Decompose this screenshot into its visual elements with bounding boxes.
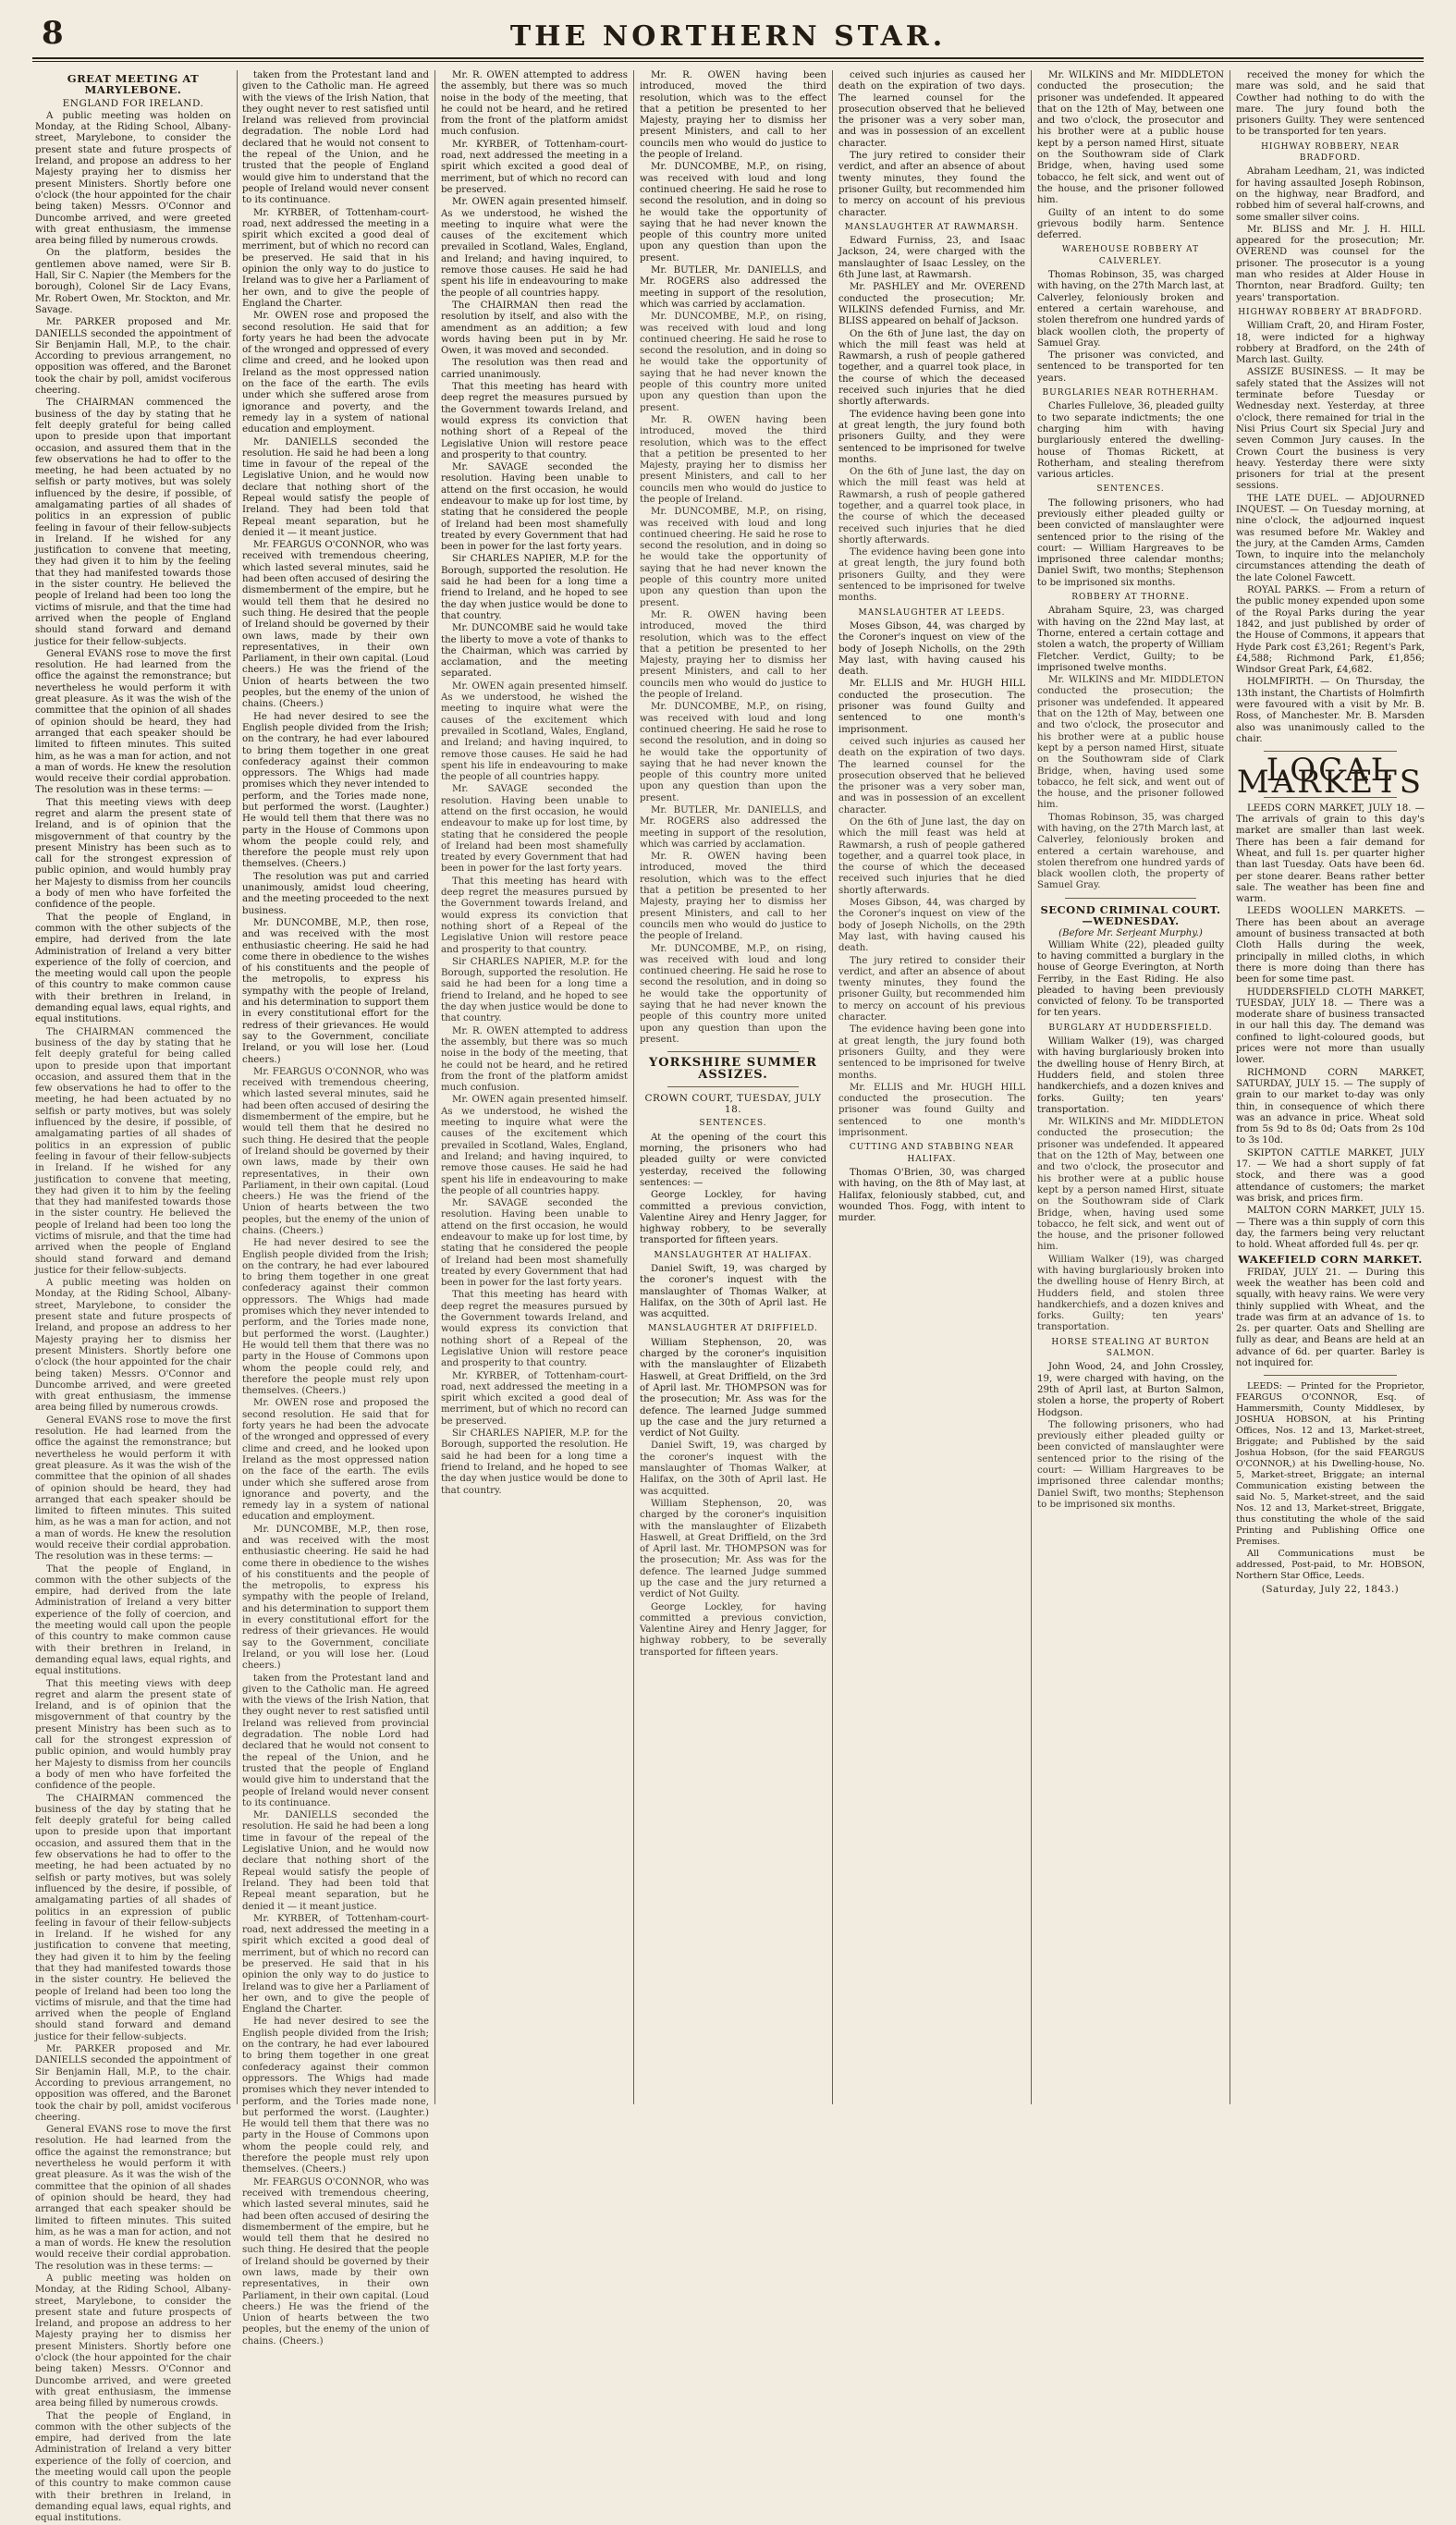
paragraph: SKIPTON CATTLE MARKET, JULY 17. — We had a short supply of fat stock, and there was a good attendance of customers; the market was brisk, and prices firm. — [1236, 1147, 1425, 1204]
paragraph: He had never desired to see the English people divided from the Irish; on the contrary, he had ever laboured to bring them together in one great confederacy against their common oppressors. The Whigs had made promises which they never intended to perform, and the Tories made none, but performed the worst. (Laughter.) He would tell them that there was no party in the House of Commons upon whom the people could rely, and therefore the people must rely upon themselves. (Cheers.) — [242, 711, 429, 870]
paragraph: Mr. FEARGUS O'CONNOR, who was received with tremendous cheering, which lasted several minutes, said he had been often accused of desiring the dismemberment of the empire, but he would tell them that he desired no such thing. He desired that the people of Ireland should be governed by their own laws, made by their own representatives, in their own Parliament, in their own capital. (Loud cheers.) He was the friend of the Union of hearts between the two peoples, but the enemy of the union of chains. (Cheers.) — [242, 1066, 429, 1236]
paragraph: That this meeting views with deep regret and alarm the present state of Ireland, and is of opinion that the misgovernment of that country by the present Ministry has been such as to call for the strongest expression of public opinion, and would humbly pray her Majesty to dismiss from her councils a body of men who have forfeited the confidence of the people. — [35, 1678, 231, 1792]
paragraph: Mr. PARKER proposed and Mr. DANIELLS seconded the appointment of Sir Benjamin Hall, M.P., to the chair. According to previous arrangement, no opposition was offered, and the Baronet took the chair by poll, amidst vociferous cheering. — [35, 2044, 231, 2123]
paragraph: Mr. DUNCOMBE, M.P., on rising, was received with loud and long continued cheering. He said he rose to second the resolution, and in doing so he would take the opportunity of saying that he had never known the people of this country more united upon any question than upon the present. — [640, 943, 826, 1045]
section-heading: ROBBERY AT THORNE. — [1071, 593, 1190, 603]
paragraph: General EVANS rose to move the first resolution. He had learned from the office the against the remonstrance; but nevertheless he would perform it with great pleasure. As it was the wish of the committee that the opinion of all shades of opinion should be heard, they had arranged that each speaker should be limited to fifteen minutes. This suited him, as he was a man for action, and not a man of words. He knew the resolution would receive their cordial approbation. The resolution was in these terms: — — [35, 1415, 231, 1563]
paragraph: Edward Furniss, 23, and Isaac Jackson, 24, were charged with the manslaughter of Isaac Lessley, on the 6th June last, at Rawmarsh. — [838, 236, 1025, 281]
paragraph: The resolution was put and carried unanimously, amidst loud cheering, and the meeting proceeded to the next business. — [242, 871, 429, 916]
paragraph: Thomas Robinson, 35, was charged with having, on the 27th March last, at Calverley, feloniously broken and entered a certain warehouse, and stolen therefrom one hundred yards of black woollen cloth, the property of Samuel Gray. — [1037, 812, 1224, 891]
column-divider — [237, 70, 238, 2104]
column-3 — [441, 70, 628, 2104]
paragraph: Mr. R. OWEN having been introduced, moved the third resolution, which was to the effect that a petition be presented to her Majesty, praying her to dismiss her present Ministers, and call to her councils men who would do justice to the people of Ireland. — [640, 609, 826, 701]
section-heading: BURGLARIES NEAR ROTHERHAM. — [1042, 388, 1219, 398]
paragraph: The evidence having been gone into at great length, the jury found both prisoners Guilty, and they were sentenced to be imprisoned for twelve months. — [838, 1024, 1025, 1081]
paragraph: Mr. R. OWEN attempted to address the assembly, but there was so much noise in the body of the meeting, that he could not be heard, and he retired from the front of the platform amidst much confusion. — [441, 70, 628, 138]
paragraph: The CHAIRMAN commenced the business of the day by stating that he felt deeply grateful for being called upon to preside upon that important occasion, and assured them that in the few observations he had to offer to the meeting, he had been actuated by no selfish or party motives, but was solely influenced by the desire, if possible, of amalgamating parties of all shades of politics in an expression of public feeling in favour of their fellow-subjects in Ireland. If he wished for any justification to convene that meeting, they had given it to him by the feeling that they had manifested towards those in the sister country. He believed the people of Ireland had been too long the victims of misrule, and that the time had arrived when the people of England should stand forward and demand justice for their fellow-subjects. — [35, 398, 231, 647]
paragraph: He had never desired to see the English people divided from the Irish; on the contrary, he had ever laboured to bring them together in one great confederacy against their common oppressors. The Whigs had made promises which they never intended to perform, and the Tories made none, but performed the worst. (Laughter.) He would tell them that there was no party in the House of Commons upon whom the people could rely, and therefore the people must rely upon themselves. (Cheers.) — [242, 2016, 429, 2176]
paragraph: General EVANS rose to move the first resolution. He had learned from the office the against the remonstrance; but nevertheless he would perform it with great pleasure. As it was the wish of the committee that the opinion of all shades of opinion should be heard, they had arranged that each speaker should be limited to fifteen minutes. This suited him, as he was a man for action, and not a man of words. He knew the resolution would receive their cordial approbation. The resolution was in these terms: — — [35, 648, 231, 796]
paragraph: Mr. KYRBER, of Tottenham-court-road, next addressed the meeting in a spirit which excited a good deal of merriment, but of which no record can be preserved. — [441, 139, 628, 195]
paragraph: received the money for which the mare was sold, and he said that Cowther had nothing to do with the mare. The jury found both the prisoners Guilty. They were sentenced to be transported for ten years. — [1236, 70, 1425, 138]
local-markets-heading: LOCAL MARKETS — [1236, 752, 1425, 801]
paragraph: On the 6th of June last, the day on which the mill feast was held at Rawmarsh, a rush of people gathered together, and a quarrel took place, in the course of which the deceased received such injuries that he died shortly afterwards. — [838, 817, 1025, 896]
paragraph: Mr. R. OWEN having been introduced, moved the third resolution, which was to the effect that a petition be presented to her Majesty, praying her to dismiss her present Ministers, and call to her councils men who would do justice to the people of Ireland. — [640, 414, 826, 505]
section-heading: HIGHWAY ROBBERY, NEAR BRADFORD. — [1261, 141, 1400, 164]
page-number: 8 — [42, 15, 64, 52]
paragraph: The following prisoners, who had previously either pleaded guilty or been convicted of manslaughter were sentenced prior to the rising of the court: — William Hargreaves to be imprisoned three calendar months; Daniel Swift, two months; Stephenson to be imprisoned six months. — [1037, 497, 1224, 588]
section-heading: CUTTING AND STABBING NEAR HALIFAX. — [849, 1143, 1015, 1164]
paragraph: On the 6th of June last, the day on which the mill feast was held at Rawmarsh, a rush of people gathered together, and a quarrel took place, in the course of which the deceased received such injuries that he died shortly afterwards. — [838, 328, 1025, 408]
column-4 — [640, 70, 826, 2104]
paragraph: Mr. KYRBER, of Tottenham-court-road, next addressed the meeting in a spirit which excited a good deal of merriment, but of which no record can be preserved. He said that in his opinion the only way to do justice to Ireland was to give her a Parliament of her own, and to give the people of England the Charter. — [242, 1913, 429, 2016]
section-heading: MANSLAUGHTER AT HALIFAX. — [654, 1250, 813, 1260]
paragraph: Mr. R. OWEN having been introduced, moved the third resolution, which was to the effect that a petition be presented to her Majesty, praying her to dismiss her present Ministers, and call to her councils men who would do justice to the people of Ireland. — [640, 70, 826, 161]
paragraph: That the people of England, in common with the other subjects of the empire, had derived from the late Administration of Ireland a very bitter experience of the folly of coercion, and the meeting would call upon the people of this country to make common cause with their brethren in Ireland, in demanding equal laws, equal rights, and equal institutions. — [35, 912, 231, 1025]
paragraph: Mr. OWEN again presented himself. As we understood, he wished the meeting to inquire what were the causes of the excitement which prevailed in Scotland, Wales, England, and Ireland; and having inquired, to remove those causes. He said he had spent his life in endeavouring to make the people of all countries happy. — [441, 197, 628, 299]
masthead-title: THE NORTHERN STAR. — [509, 20, 947, 53]
section-heading: MANSLAUGHTER AT LEEDS. — [858, 607, 1006, 618]
paragraph: Moses Gibson, 44, was charged by the Coroner's inquest on view of the body of Joseph Nicholls, on the 29th May last, with having caused his death. — [838, 620, 1025, 678]
paragraph: Mr. DUNCOMBE, M.P., on rising, was received with loud and long continued cheering. He said he rose to second the resolution, and in doing so he would take the opportunity of saying that he had never known the people of this country more united upon any question than upon the present. — [640, 312, 826, 413]
paragraph: The following prisoners, who had previously either pleaded guilty or been convicted of manslaughter were sentenced prior to the rising of the court: — William Hargreaves to be imprisoned three calendar months; Daniel Swift, two months; Stephenson to be imprisoned six months. — [1037, 1419, 1224, 1510]
paragraph: William Walker (19), was charged with having burglariously broken into the dwelling house of Henry Birch, at Hudders field, and stolen three handkerchiefs, and a dozen knives and forks. Guilty; ten years' transportation. — [1037, 1254, 1224, 1333]
section-heading: WAREHOUSE ROBBERY AT CALVERLEY. — [1061, 245, 1200, 266]
paragraph: ROYAL PARKS. — From a return of the public money expended upon some of the Royal Parks during the year 1842, and just published by order of the House of Commons, it appears that Hyde Park cost £3,261; Regent's Park, £4,588; Richmond Park, £1,856; Windsor Great Park, £4,682. — [1236, 585, 1425, 676]
paragraph: Mr. DANIELLS seconded the resolution. He said he had been a long time in favour of the repeal of the Legislative Union, and he would now declare that nothing short of the Repeal would satisfy the people of Ireland. They had been told that Repeal meant separation, but he denied it — it meant justice. — [242, 436, 429, 538]
paragraph: Moses Gibson, 44, was charged by the Coroner's inquest on view of the body of Joseph Nicholls, on the 29th May last, with having caused his death. — [838, 898, 1025, 954]
section-heading: MANSLAUGHTER AT DRIFFIELD. — [648, 1324, 818, 1334]
paragraph: William Craft, 20, and Hiram Foster, 18, were indicted for a highway robbery at Bradford, on the 24th of March last. Guilty. — [1236, 321, 1425, 366]
paragraph: The resolution was then read and carried unanimously. — [441, 358, 628, 380]
paragraph: taken from the Protestant land and given to the Catholic man. He agreed with the views of the Irish Nation, that they ought never to rest satisfied until Ireland was relieved from provincial degradation. The noble Lord had declared that he would not consent to the repeal of the Union, and he trusted that the people of England would give him to understand that the people of Ireland would never consent to its continuance. — [242, 1673, 429, 1808]
issue-date: (Saturday, July 22, 1843.) — [1261, 1584, 1400, 1596]
paragraph: Mr. DUNCOMBE, M.P., on rising, was received with loud and long continued cheering. He said he rose to second the resolution, and in doing so he would take the opportunity of saying that he had never known the people of this country more united upon any question than upon the present. — [640, 702, 826, 803]
section-heading: BURGLARY AT HUDDERSFIELD. — [1048, 1023, 1213, 1033]
paragraph: ceived such injuries as caused her death on the expiration of two days. The learned counsel for the prosecution observed that he believed the prisoner was a very sober man, and was in possession of an excellent character. — [838, 70, 1025, 149]
paragraph: General EVANS rose to move the first resolution. He had learned from the office the against the remonstrance; but nevertheless he would perform it with great pleasure. As it was the wish of the committee that the opinion of all shades of opinion should be heard, they had arranged that each speaker should be limited to fifteen minutes. This suited him, as he was a man for action, and not a man of words. He knew the resolution would receive their cordial approbation. The resolution was in these terms: — — [35, 2125, 231, 2272]
column-divider — [1031, 70, 1032, 2104]
paragraph: A public meeting was holden on Monday, at the Riding School, Albany-street, Marylebone, to consider the present state and future prospects of Ireland, and propose an address to her Majesty praying her to dismiss her present Ministers. Shortly before one o'clock (the hour appointed for the chair being taken) Messrs. O'Connor and Duncombe arrived, and were greeted with great enthusiasm, the immense area being filled by numerous crowds. — [35, 2274, 231, 2409]
paragraph: That this meeting views with deep regret and alarm the present state of Ireland, and is of opinion that the misgovernment of that country by the present Ministry has been such as to call for the strongest expression of public opinion, and would humbly pray her Majesty to dismiss from her councils a body of men who have forfeited the confidence of the people. — [35, 797, 231, 911]
paragraph: That the people of England, in common with the other subjects of the empire, had derived from the late Administration of Ireland a very bitter experience of the folly of coercion, and the meeting would call upon the people of this country to make common cause with their brethren in Ireland, in demanding equal laws, equal rights, and equal institutions. — [35, 1563, 231, 1677]
paragraph: Mr. DUNCOMBE said he would take the liberty to move a vote of thanks to the Chairman, which was carried by acclamation, and the meeting separated. — [441, 623, 628, 680]
paragraph: Abraham Squire, 23, was charged with having on the 22nd May last, at Thorne, entered a certain cottage and stolen a watch, the property of William Fletcher. Verdict, Guilty; to be imprisoned twelve months. — [1037, 606, 1224, 673]
paragraph: The jury retired to consider their verdict, and after an absence of about twenty minutes, they found the prisoner Guilty, but recommended him to mercy on account of his previous character. — [838, 955, 1025, 1023]
paragraph: MALTON CORN MARKET, JULY 15. — There was a thin supply of corn this day, the farmers being very reluctant to hold. Wheat afforded full 4s. per qr. — [1236, 1206, 1425, 1251]
paragraph: On the 6th of June last, the day on which the mill feast was held at Rawmarsh, a rush of people gathered together, and a quarrel took place, in the course of which the deceased received such injuries that he died shortly afterwards. — [838, 467, 1025, 545]
divider — [667, 1086, 799, 1087]
section-heading: SENTENCES. — [1096, 484, 1165, 495]
column-divider — [832, 70, 833, 2104]
paragraph: Mr. FEARGUS O'CONNOR, who was received with tremendous cheering, which lasted several minutes, said he had been often accused of desiring the dismemberment of the empire, but he would tell them that he desired no such thing. He desired that the people of Ireland should be governed by their own laws, made by their own representatives, in their own Parliament, in their own capital. (Loud cheers.) He was the friend of the Union of hearts between the two peoples, but the enemy of the union of chains. (Cheers.) — [242, 540, 429, 710]
paragraph: Mr. WILKINS and Mr. MIDDLETON conducted the prosecution; the prisoner was undefended. It appeared that on the 12th of May, between one and two o'clock, the prosecutor and his brother were at a public house kept by a person named Hirst, situate on the Southowram side of Clark Bridge, when, having used some tobacco, he felt sick, and went out of the house, and the prisoner followed him. — [1037, 1117, 1224, 1253]
article-heading: SECOND CRIMINAL COURT.—WEDNESDAY. — [1040, 902, 1221, 928]
court-heading: CROWN COURT, TUESDAY, JULY 18. — [644, 1092, 822, 1116]
paragraph: Mr. FEARGUS O'CONNOR, who was received with tremendous cheering, which lasted several minutes, said he had been often accused of desiring the dismemberment of the empire, but he would tell them that he desired no such thing. He desired that the people of Ireland should be governed by their own laws, made by their own representatives, in their own Parliament, in their own capital. (Loud cheers.) He was the friend of the Union of hearts between the two peoples, but the enemy of the union of chains. (Cheers.) — [242, 2176, 429, 2347]
paragraph: Mr. SAVAGE seconded the resolution. Having been unable to attend on the first occasion, he would endeavour to make up for lost time, by stating that he considered the people of Ireland had been most shamefully treated by every Government that had been in power for the last forty years. — [441, 1198, 628, 1289]
section-heading: MANSLAUGHTER AT RAWMARSH. — [844, 222, 1020, 232]
article-heading: YORKSHIRE SUMMER ASSIZES. — [649, 1056, 817, 1082]
paragraph: Mr. R. OWEN attempted to address the assembly, but there was so much noise in the body of the meeting, that he could not be heard, and he retired from the front of the platform amidst much confusion. — [441, 1025, 628, 1094]
paragraph: The jury retired to consider their verdict, and after an absence of about twenty minutes, they found the prisoner Guilty, but recommended him to mercy on account of his previous character. — [838, 151, 1025, 218]
paragraph: Mr. OWEN again presented himself. As we understood, he wished the meeting to inquire what were the causes of the excitement which prevailed in Scotland, Wales, England, and Ireland; and having inquired, to remove those causes. He said he had spent his life in endeavouring to make the people of all countries happy. — [441, 680, 628, 783]
paragraph: The prisoner was convicted, and sentenced to be transported for ten years. — [1037, 350, 1224, 384]
paragraph: That this meeting has heard with deep regret the measures pursued by the Government towards Ireland, and would express its conviction that nothing short of a Repeal of the Legislative Union will restore peace and prosperity to that country. — [441, 1290, 628, 1369]
paragraph: Thomas O'Brien, 30, was charged with having, on the 8th of May last, at Halifax, feloniously stabbed, cut, and wounded Thos. Fogg, with intent to murder. — [838, 1167, 1025, 1224]
paragraph: Mr. KYRBER, of Tottenham-court-road, next addressed the meeting in a spirit which excited a good deal of merriment, but of which no record can be preserved. — [441, 1370, 628, 1427]
paragraph: Sir CHARLES NAPIER, M.P. for the Borough, supported the resolution. He said he had been for a long time a friend to Ireland, and he hoped to see the day when justice would be done to that country. — [441, 554, 628, 621]
paragraph: Mr. BUTLER, Mr. DANIELLS, and Mr. ROGERS also addressed the meeting in support of the resolution, which was carried by acclamation. — [640, 265, 826, 310]
paragraph: William Walker (19), was charged with having burglariously broken into the dwelling house of Henry Birch, at Hudders field, and stolen three handkerchiefs, and a dozen knives and forks. Guilty; ten years' transportation. — [1037, 1036, 1224, 1115]
column-5 — [838, 70, 1025, 2104]
paragraph: That this meeting has heard with deep regret the measures pursued by the Government towards Ireland, and would express its conviction that nothing short of a Repeal of the Legislative Union will restore peace and prosperity to that country. — [441, 876, 628, 955]
paragraph: Daniel Swift, 19, was charged by the coroner's inquest with the manslaughter of Thomas Walker, at Halifax, on the 30th of April last. He was acquitted. — [640, 1263, 826, 1320]
paragraph: HUDDERSFIELD CLOTH MARKET, TUESDAY, JULY 18. — There was a moderate share of business transacted in our hall this day. The demand was confined to light-coloured goods, but prices were not more than usually lower. — [1236, 987, 1425, 1066]
column-6 — [1037, 70, 1224, 2104]
paragraph: Mr. ELLIS and Mr. HUGH HILL conducted the prosecution. The prisoner was found Guilty and sentenced to one month's imprisonment. — [838, 679, 1025, 735]
section-heading: HIGHWAY ROBBERY AT BRADFORD. — [1238, 307, 1423, 317]
paragraph: George Lockley, for having committed a previous conviction, Valentine Airey and Henry Jagger, for highway robbery, to be severally transported for fifteen years. — [640, 1190, 826, 1246]
divider — [667, 1051, 799, 1052]
paragraph: Mr. R. OWEN having been introduced, moved the third resolution, which was to the effect that a petition be presented to her Majesty, praying her to dismiss her present Ministers, and call to her councils men who would do justice to the people of Ireland. — [640, 852, 826, 942]
paragraph: Mr. SAVAGE seconded the resolution. Having been unable to attend on the first occasion, he would endeavour to make up for lost time, by stating that he considered the people of Ireland had been most shamefully treated by every Government that had been in power for the last forty years. — [441, 784, 628, 875]
article-heading: WAKEFIELD CORN MARKET. — [1238, 1253, 1423, 1267]
paragraph: The evidence having been gone into at great length, the jury found both prisoners Guilty, and they were sentenced to be imprisoned for twelve months. — [838, 409, 1025, 465]
paragraph: On the platform, besides the gentlemen above named, were Sir B. Hall, Sir C. Napier (the Members for the borough), Colonel Sir de Lacy Evans, Mr. Robert Owen, Mr. Stockton, and Mr. Savage. — [35, 248, 231, 315]
paragraph: Mr. DUNCOMBE, M.P., then rose, and was received with the most enthusiastic cheering. He said he had come there in obedience to the wishes of his constituents and the people of the metropolis, to express his sympathy with the people of Ireland, and his determination to support them in every constitutional effort for the redress of their grievances. He would say to the Government, conciliate Ireland, or you will lose her. (Loud cheers.) — [242, 917, 429, 1065]
imprint-contact: All Communications must be addressed, Post-paid, to Mr. HOBSON, Northern Star Office, Leeds. — [1236, 1549, 1425, 1582]
paragraph: Thomas Robinson, 35, was charged with having, on the 27th March last, at Calverley, feloniously broken and entered a certain warehouse, and stolen therefrom one hundred yards of black woollen cloth, the property of Samuel Gray. — [1037, 270, 1224, 349]
paragraph: Mr. DUNCOMBE, M.P., on rising, was received with loud and long continued cheering. He said he rose to second the resolution, and in doing so he would take the opportunity of saying that he had never known the people of this country more united upon any question than upon the present. — [640, 507, 826, 608]
paragraph: A public meeting was holden on Monday, at the Riding School, Albany-street, Marylebone, to consider the present state and future prospects of Ireland, and propose an address to her Majesty praying her to dismiss her present Ministers. Shortly before one o'clock (the hour appointed for the chair being taken) Messrs. O'Connor and Duncombe arrived, and were greeted with great enthusiasm, the immense area being filled by numerous crowds. — [35, 110, 231, 247]
article-heading: GREAT MEETING AT MARYLEBONE. — [67, 72, 200, 97]
paragraph: Mr. OWEN again presented himself. As we understood, he wished the meeting to inquire what were the causes of the excitement which prevailed in Scotland, Wales, England, and Ireland; and having inquired, to remove those causes. He said he had spent his life in endeavouring to make the people of all countries happy. — [441, 1095, 628, 1196]
paragraph: Sir CHARLES NAPIER, M.P. for the Borough, supported the resolution. He said he had been for a long time a friend to Ireland, and he hoped to see the day when justice would be done to that country. — [441, 1428, 628, 1496]
divider — [1065, 898, 1196, 899]
article-subheading: ENGLAND FOR IRELAND. — [62, 97, 204, 109]
paragraph: Mr. ELLIS and Mr. HUGH HILL conducted the prosecution. The prisoner was found Guilty and sentenced to one month's imprisonment. — [838, 1082, 1025, 1139]
paragraph: LEEDS CORN MARKET, JULY 18. — The arrivals of grain to this day's market are smaller than last week. There has been a fair demand for Wheat, and full 1s. per quarter higher than last Tuesday. Oats have been 6d. per stone dearer. Beans rather better sale. The weather has been fine and warm. — [1236, 803, 1425, 905]
paragraph: The evidence having been gone into at great length, the jury found both prisoners Guilty, and they were sentenced to be imprisoned for twelve months. — [838, 547, 1025, 604]
paragraph: William Stephenson, 20, was charged by the coroner's inquisition with the manslaughter of Elizabeth Haswell, at Great Driffield, on the 3rd of April last. Mr. THOMPSON was for the prosecution; Mr. Ass was for the defence. The learned Judge summed up the case and the jury returned a verdict of Not Guilty. — [640, 1337, 826, 1440]
paragraph: John Wood, 24, and John Crossley, 19, were charged with having, on the 29th of April last, at Burton Salmon, stolen a horse, the property of Robert Hodgson. — [1037, 1362, 1224, 1418]
paragraph: Mr. OWEN rose and proposed the second resolution. He said that for forty years he had been the advocate of the wronged and oppressed of every clime and creed, and he looked upon Ireland as the most oppressed nation on the face of the earth. The evils under which she suffered arose from ignorance and poverty, and the remedy lay in a system of national education and employment. — [242, 1398, 429, 1523]
header-rule-thin — [32, 61, 1424, 62]
paragraph: Mr. WILKINS and Mr. MIDDLETON conducted the prosecution; the prisoner was undefended. It appeared that on the 12th of May, between one and two o'clock, the prosecutor and his brother were at a public house kept by a person named Hirst, situate on the Southowram side of Clark Bridge, when, having used some tobacco, he felt sick, and went out of the house, and the prisoner followed him. — [1037, 70, 1224, 206]
paragraph: HOLMFIRTH. — On Thursday, the 13th instant, the Chartists of Holmfirth were favoured with a visit by Mr. B. Ross, of Manchester. Mr. B. Marsden also was unanimously called to the chair. — [1236, 677, 1425, 744]
header-rule — [32, 57, 1424, 59]
paragraph: Guilty of an intent to do some grievous bodily harm. Sentence deferred. — [1037, 207, 1224, 241]
paragraph: Mr. SAVAGE seconded the resolution. Having been unable to attend on the first occasion, he would endeavour to make up for lost time, by stating that he considered the people of Ireland had been most shamefully treated by every Government that had been in power for the last forty years. — [441, 462, 628, 553]
paragraph: Mr. OWEN rose and proposed the second resolution. He said that for forty years he had been the advocate of the wronged and oppressed of every clime and creed, and he looked upon Ireland as the most oppressed nation on the face of the earth. The evils under which she suffered arose from ignorance and poverty, and the remedy lay in a system of national education and employment. — [242, 311, 429, 435]
paragraph: Mr. DANIELLS seconded the resolution. He said he had been a long time in favour of the repeal of the Legislative Union, and he would now declare that nothing short of the Repeal would satisfy the people of Ireland. They had been told that Repeal meant separation, but he denied it — it meant justice. — [242, 1810, 429, 1912]
paragraph: Mr. BLISS and Mr. J. H. HILL appeared for the prosecution; Mr. OVEREND was counsel for the prisoner. The prosecutor is a young man who resides at Alder House in Thornton, near Bradford. Guilty; ten years' transportation. — [1236, 224, 1425, 303]
paragraph: FRIDAY, JULY 21. — During this week the weather has been cold and squally, with heavy rains. We were very thinly supplied with Wheat, and the trade was firm at an advance of 1s. to 2s. per quarter. Oats and Shelling are fully as dear, and Beans are held at an advance of 6d. per quarter. Barley is not inquired for. — [1236, 1267, 1425, 1369]
paragraph: Sir CHARLES NAPIER, M.P. for the Borough, supported the resolution. He said he had been for a long time a friend to Ireland, and he hoped to see the day when justice would be done to that country. — [441, 956, 628, 1024]
paragraph: RICHMOND CORN MARKET, SATURDAY, JULY 15. — The supply of grain to our market to-day was only thin, in consequence of which there was an advance in price. Wheat sold from 5s 9d to 8s 0d; Oats from 2s 10d to 3s 10d. — [1236, 1067, 1425, 1146]
paragraph: At the opening of the court this morning, the prisoners who had pleaded guilty or were convicted yesterday, received the following sentences: — — [640, 1132, 826, 1188]
column-1 — [35, 70, 231, 2524]
paragraph: ceived such injuries as caused her death on the expiration of two days. The learned counsel for the prosecution observed that he believed the prisoner was a very sober man, and was in possession of an excellent character. — [838, 736, 1025, 815]
paragraph: Mr. PARKER proposed and Mr. DANIELLS seconded the appointment of Sir Benjamin Hall, M.P., to the chair. According to previous arrangement, no opposition was offered, and the Baronet took the chair by poll, amidst vociferous cheering. — [35, 317, 231, 397]
paragraph: The CHAIRMAN commenced the business of the day by stating that he felt deeply grateful for being called upon to preside upon that important occasion, and assured them that in the few observations he had to offer to the meeting, he had been actuated by no selfish or party motives, but was solely influenced by the desire, if possible, of amalgamating parties of all shades of politics in an expression of public feeling in favour of their fellow-subjects in Ireland. If he wished for any justification to convene that meeting, they had given it to him by the feeling that they had manifested towards those in the sister country. He believed the people of Ireland had been too long the victims of misrule, and that the time had arrived when the people of England should stand forward and demand justice for their fellow-subjects. — [35, 1026, 231, 1276]
column-2 — [242, 70, 429, 2347]
paragraph: Charles Fullelove, 36, pleaded guilty to two separate indictments; the one charging him with having burglariously entered the dwelling-house of Thomas Rickett, at Rotherham, and stealing therefrom various articles. — [1037, 401, 1224, 481]
paragraph: Abraham Leedham, 21, was indicted for having assaulted Joseph Robinson, on the highway, near Bradford, and robbed him of several half-crowns, and some smaller silver coins. — [1236, 166, 1425, 223]
paragraph: Mr. DUNCOMBE, M.P., on rising, was received with loud and long continued cheering. He said he rose to second the resolution, and in doing so he would take the opportunity of saying that he had never known the people of this country more united upon any question than upon the present. — [640, 162, 826, 264]
paragraph: Mr. WILKINS and Mr. MIDDLETON conducted the prosecution; the prisoner was undefended. It appeared that on the 12th of May, between one and two o'clock, the prosecutor and his brother were at a public house kept by a person named Hirst, situate on the Southowram side of Clark Bridge, when, having used some tobacco, he felt sick, and went out of the house, and the prisoner followed him. — [1037, 675, 1224, 811]
paragraph: That the people of England, in common with the other subjects of the empire, had derived from the late Administration of Ireland a very bitter experience of the folly of coercion, and the meeting would call upon the people of this country to make common cause with their brethren in Ireland, in demanding equal laws, equal rights, and equal institutions. — [35, 2410, 231, 2524]
paragraph: ASSIZE BUSINESS. — It may be safely stated that the Assizes will not terminate before Tuesday or Wednesday next. Yesterday, at three o'clock, there remained for trial in the Nisi Prius Court six Special Jury and seven Common Jury causes. In the Crown Court the business is very heavy. Yesterday there were sixty prisoners for trial at the present sessions. — [1236, 367, 1425, 492]
paragraph: THE LATE DUEL. — ADJOURNED INQUEST. — On Tuesday morning, at nine o'clock, the adjourned inquest was resumed before Mr. Wakley and the jury, at the Camden Arms, Camden Town, to inquire into the melancholy circumstances attending the death of the late Colonel Fawcett. — [1236, 493, 1425, 583]
paragraph: Daniel Swift, 19, was charged by the coroner's inquest with the manslaughter of Thomas Walker, at Halifax, on the 30th of April last. He was acquitted. — [640, 1440, 826, 1497]
judge-line: (Before Mr. Serjeant Murphy.) — [1058, 928, 1203, 939]
column-divider — [633, 70, 634, 2104]
paragraph: The CHAIRMAN then read the resolution by itself, and also with the amendment as an addition; a few words having been put in by Mr. Owen, it was moved and seconded. — [441, 300, 628, 357]
divider — [1264, 1375, 1397, 1376]
column-divider — [434, 70, 435, 2104]
paragraph: Mr. KYRBER, of Tottenham-court-road, next addressed the meeting in a spirit which excited a good deal of merriment, but of which no record can be preserved. He said that in his opinion the only way to do justice to Ireland was to give her a Parliament of her own, and to give the people of England the Charter. — [242, 207, 429, 309]
paragraph: A public meeting was holden on Monday, at the Riding School, Albany-street, Marylebone, to consider the present state and future prospects of Ireland, and propose an address to her Majesty praying her to dismiss her present Ministers. Shortly before one o'clock (the hour appointed for the chair being taken) Messrs. O'Connor and Duncombe arrived, and were greeted with great enthusiasm, the immense area being filled by numerous crowds. — [35, 1278, 231, 1414]
paragraph: William Stephenson, 20, was charged by the coroner's inquisition with the manslaughter of Elizabeth Haswell, at Great Driffield, on the 3rd of April last. Mr. THOMPSON was for the prosecution; Mr. Ass was for the defence. The learned Judge summed up the case and the jury returned a verdict of Not Guilty. — [640, 1498, 826, 1600]
paragraph: That this meeting has heard with deep regret the measures pursued by the Government towards Ireland, and would express its conviction that nothing short of a Repeal of the Legislative Union will restore peace and prosperity to that country. — [441, 382, 628, 460]
paragraph: George Lockley, for having committed a previous conviction, Valentine Airey and Henry Jagger, for highway robbery, to be severally transported for fifteen years. — [640, 1601, 826, 1658]
paragraph: LEEDS WOOLLEN MARKETS. — There has been about an average amount of business transacted at both Cloth Halls during the week, principally in milled cloths, in which there is more doing than there has been for some time past. — [1236, 906, 1425, 986]
section-heading: SENTENCES. — [699, 1119, 767, 1129]
imprint: LEEDS: — Printed for the Proprietor, FEARGUS O'CONNOR, Esq. of Hammersmith, County Middlesex, by JOSHUA HOBSON, at his Printing Offices, Nos. 12 and 13, Market-street, Briggate; and Published by the said Joshua Hobson, (for the said FEARGUS O'CONNOR,) at his Dwelling-house, No. 5, Market-street, Briggate; an internal Communication existing between the said No. 5, Market-street, and the said Nos. 12 and 13, Market-street, Briggate, thus constituting the whole of the said Printing and Publishing Office one Premises. — [1236, 1381, 1425, 1548]
paragraph: The CHAIRMAN commenced the business of the day by stating that he felt deeply grateful for being called upon to preside upon that important occasion, and assured them that in the few observations he had to offer to the meeting, he had been actuated by no selfish or party motives, but was solely influenced by the desire, if possible, of amalgamating parties of all shades of politics in an expression of public feeling in favour of their fellow-subjects in Ireland. If he wished for any justification to convene that meeting, they had given it to him by the feeling that they had manifested towards those in the sister country. He believed the people of Ireland had been too long the victims of misrule, and that the time had arrived when the people of England should stand forward and demand justice for their fellow-subjects. — [35, 1793, 231, 2042]
section-heading: HORSE STEALING AT BURTON SALMON. — [1051, 1337, 1210, 1359]
paragraph: Mr. PASHLEY and Mr. OVEREND conducted the prosecution; Mr. WILKINS defended Furniss, and Mr. BLISS appeared on behalf of Jackson. — [838, 282, 1025, 327]
paragraph: He had never desired to see the English people divided from the Irish; on the contrary, he had ever laboured to bring them together in one great confederacy against their common oppressors. The Whigs had made promises which they never intended to perform, and the Tories made none, but performed the worst. (Laughter.) He would tell them that there was no party in the House of Commons upon whom the people could rely, and therefore the people must rely upon themselves. (Cheers.) — [242, 1238, 429, 1397]
paragraph: William White (22), pleaded guilty to having committed a burglary in the house of George Everington, at North Ferriby, in the East Riding. He also pleaded to having been previously convicted of felony. To be transported for ten years. — [1037, 939, 1224, 1019]
paragraph: taken from the Protestant land and given to the Catholic man. He agreed with the views of the Irish Nation, that they ought never to rest satisfied until Ireland was relieved from provincial degradation. The noble Lord had declared that he would not consent to the repeal of the Union, and he trusted that the people of England would give him to understand that the people of Ireland would never consent to its continuance. — [242, 70, 429, 206]
paragraph: Mr. BUTLER, Mr. DANIELLS, and Mr. ROGERS also addressed the meeting in support of the resolution, which was carried by acclamation. — [640, 805, 826, 850]
column-7 — [1236, 70, 1425, 2104]
paragraph: Mr. DUNCOMBE, M.P., then rose, and was received with the most enthusiastic cheering. He said he had come there in obedience to the wishes of his constituents and the people of the metropolis, to express his sympathy with the people of Ireland, and his determination to support them in every constitutional effort for the redress of their grievances. He would say to the Government, conciliate Ireland, or you will lose her. (Loud cheers.) — [242, 1524, 429, 1672]
